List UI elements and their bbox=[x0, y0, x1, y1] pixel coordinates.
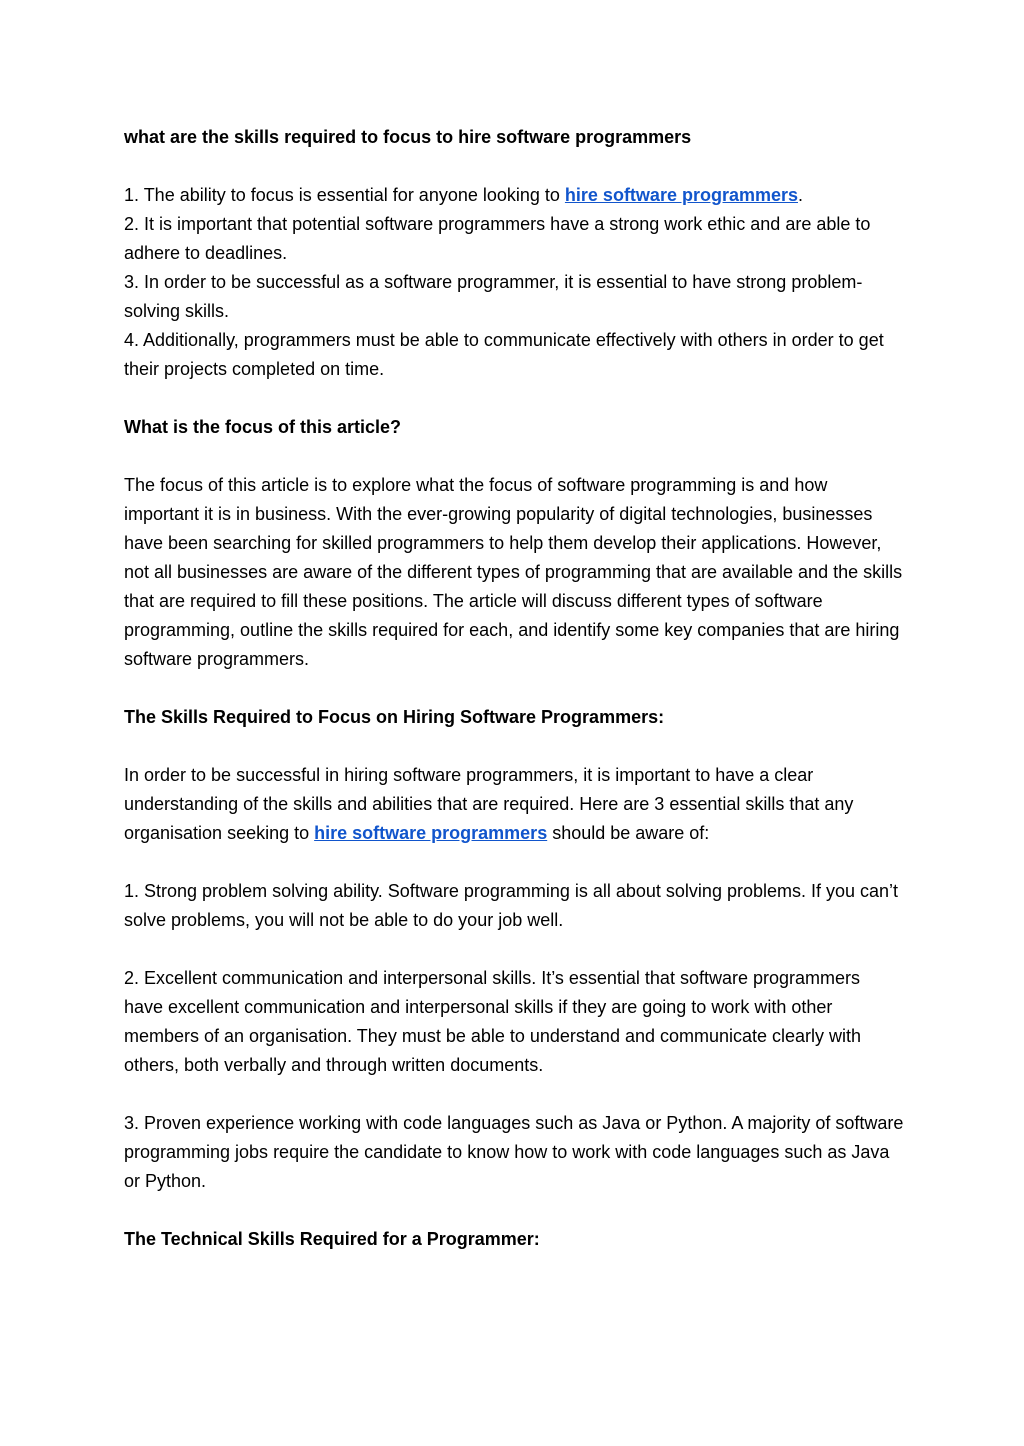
intro-list-item-3: 3. In order to be successful as a software programmer, it is essential to have strong problem-solving skills. bbox=[124, 272, 863, 321]
skills-section-intro bbox=[124, 761, 904, 848]
intro-list-item-4: 4. Additionally, programmers must be able to communicate effectively with others in order to get their projects completed on time. bbox=[124, 330, 884, 379]
hire-software-programmers-link-1[interactable]: hire software programmers bbox=[564, 185, 798, 205]
spacer bbox=[124, 732, 904, 761]
document-title: what are the skills required to focus to hire software programmers bbox=[124, 127, 692, 147]
skills-intro-suffix: should be aware of: bbox=[547, 823, 710, 843]
spacer bbox=[124, 674, 904, 703]
skills-intro-text: In order to be successful in hiring software programmers, it is important to have a clear understanding of the skills and abilities that are required. Here are 3 essential skills that any organisation seeking to bbox=[124, 765, 854, 843]
spacer bbox=[124, 1196, 904, 1225]
skill-item-2: 2. Excellent communication and interpersonal skills. It’s essential that software programmers have excellent communication and interpersonal skills if they are going to work with other members of an organisation. They must be able to understand and communicate clearly with others, both verbally and through written documents. bbox=[124, 968, 862, 1075]
intro-list-item-1-suffix: . bbox=[798, 185, 804, 205]
intro-list-item-1 bbox=[124, 181, 904, 210]
focus-section-heading: What is the focus of this article? bbox=[124, 417, 402, 437]
spacer bbox=[124, 442, 904, 471]
focus-section-body: The focus of this article is to explore what the focus of software programming is and how important it is in business. With the ever-growing popularity of digital technologies, businesses have been searching for skilled programmers to help them develop their applications. However, not all businesses are aware of the different types of programming that are available and the skills that are required to fill these positions. The article will discuss different types of software programming, outline the skills required for each, and identify some key companies that are hiring software programmers. bbox=[124, 475, 903, 669]
skill-item-3: 3. Proven experience working with code languages such as Java or Python. A majority of software programming jobs require the candidate to know how to work with code languages such as Java or Python. bbox=[124, 1113, 904, 1191]
spacer bbox=[124, 1080, 904, 1109]
spacer bbox=[124, 152, 904, 181]
hire-software-programmers-link-2[interactable]: hire software programmers bbox=[314, 823, 548, 843]
skills-section-heading: The Skills Required to Focus on Hiring Software Programmers: bbox=[124, 707, 665, 727]
intro-list-item-1-text: 1. The ability to focus is essential for anyone looking to bbox=[124, 185, 565, 205]
skill-item-1: 1. Strong problem solving ability. Software programming is all about solving problems. If you can’t solve problems, you will not be able to do your job well. bbox=[124, 881, 899, 930]
spacer bbox=[124, 384, 904, 413]
spacer bbox=[124, 935, 904, 964]
document-page bbox=[124, 123, 904, 1254]
technical-section-heading: The Technical Skills Required for a Programmer: bbox=[124, 1229, 540, 1249]
intro-list-item-2: 2. It is important that potential software programmers have a strong work ethic and are able to adhere to deadlines. bbox=[124, 214, 871, 263]
spacer bbox=[124, 848, 904, 877]
